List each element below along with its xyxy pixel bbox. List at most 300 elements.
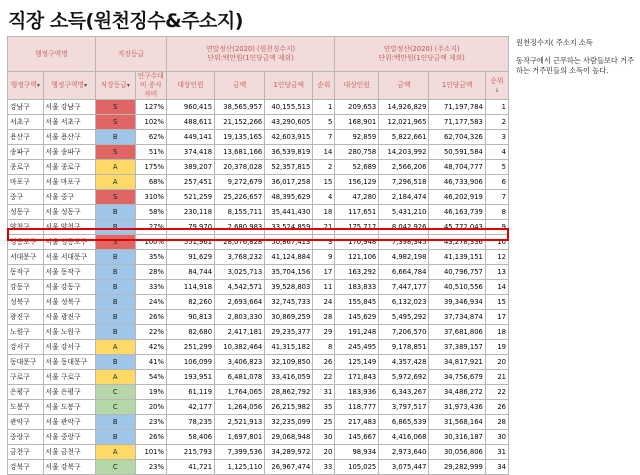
cell-ratio[interactable]: 26%: [135, 310, 166, 325]
cell-address-amount[interactable]: 6,343,267: [379, 385, 429, 400]
cell-address-people[interactable]: 168,901: [335, 115, 379, 130]
cell-address-rank[interactable]: 31: [485, 445, 508, 460]
cell-withholding-rank[interactable]: 17: [313, 265, 335, 280]
cell-withholding-per-capita[interactable]: 26,967,474: [265, 460, 313, 475]
cell-address-per-capita[interactable]: 34,756,679: [429, 370, 485, 385]
cell-withholding-amount[interactable]: 2,417,181: [215, 325, 265, 340]
cell-address-per-capita[interactable]: 29,282,999: [429, 460, 485, 475]
cell-withholding-per-capita[interactable]: 39,528,803: [265, 280, 313, 295]
cell-address-amount[interactable]: 4,416,068: [379, 430, 429, 445]
cell-withholding-per-capita[interactable]: 50,867,413: [265, 235, 313, 250]
cell-ratio[interactable]: 102%: [135, 115, 166, 130]
cell-withholding-amount[interactable]: 3,025,713: [215, 265, 265, 280]
cell-withholding-amount[interactable]: 1,764,065: [215, 385, 265, 400]
cell-address-per-capita[interactable]: 40,796,757: [429, 265, 485, 280]
cell-grade[interactable]: A: [95, 340, 135, 355]
cell-withholding-people[interactable]: 84,744: [166, 265, 214, 280]
cell-address-amount[interactable]: 9,178,851: [379, 340, 429, 355]
cell-withholding-rank[interactable]: 31: [313, 385, 335, 400]
cell-withholding-per-capita[interactable]: 42,603,915: [265, 130, 313, 145]
cell-grade[interactable]: A: [95, 160, 135, 175]
cell-address-amount[interactable]: 7,447,177: [379, 280, 429, 295]
cell-address-rank[interactable]: 9: [485, 220, 508, 235]
cell-withholding-per-capita[interactable]: 32,745,733: [265, 295, 313, 310]
cell-withholding-people[interactable]: 230,118: [166, 205, 214, 220]
cell-address-people[interactable]: 125,149: [335, 355, 379, 370]
cell-address-per-capita[interactable]: 37,389,157: [429, 340, 485, 355]
cell-address-rank[interactable]: 22: [485, 385, 508, 400]
cell-address-amount[interactable]: 7,206,570: [379, 325, 429, 340]
cell-withholding-rank[interactable]: 11: [313, 280, 335, 295]
cell-address-people[interactable]: 117,651: [335, 205, 379, 220]
cell-address-amount[interactable]: 8,042,926: [379, 220, 429, 235]
cell-grade[interactable]: S: [95, 100, 135, 115]
cell-name[interactable]: 서울 마포구: [43, 175, 95, 190]
cell-withholding-per-capita[interactable]: 33,416,059: [265, 370, 313, 385]
cell-withholding-people[interactable]: 79,970: [166, 220, 214, 235]
dropdown-filter-icon[interactable]: ▾: [36, 82, 40, 89]
cell-address-amount[interactable]: 12,021,965: [379, 115, 429, 130]
cell-grade[interactable]: C: [95, 400, 135, 415]
cell-name[interactable]: 서울 용산구: [43, 130, 95, 145]
cell-gu[interactable]: 도봉구: [8, 400, 44, 415]
cell-grade[interactable]: B: [95, 280, 135, 295]
cell-address-rank[interactable]: 5: [485, 160, 508, 175]
cell-address-people[interactable]: 105,025: [335, 460, 379, 475]
cell-address-amount[interactable]: 6,132,023: [379, 295, 429, 310]
cell-gu[interactable]: 강서구: [8, 340, 44, 355]
cell-withholding-per-capita[interactable]: 41,124,884: [265, 250, 313, 265]
cell-address-rank[interactable]: 21: [485, 370, 508, 385]
cell-address-rank[interactable]: 10: [485, 235, 508, 250]
cell-address-people[interactable]: 183,833: [335, 280, 379, 295]
cell-address-per-capita[interactable]: 62,704,326: [429, 130, 485, 145]
cell-grade[interactable]: S: [95, 190, 135, 205]
cell-ratio[interactable]: 20%: [135, 400, 166, 415]
cell-gu[interactable]: 노원구: [8, 325, 44, 340]
cell-address-per-capita[interactable]: 46,733,906: [429, 175, 485, 190]
sort-filter-icon[interactable]: ↓: [494, 86, 500, 94]
cell-address-amount[interactable]: 5,431,210: [379, 205, 429, 220]
cell-name[interactable]: 서울 강북구: [43, 460, 95, 475]
cell-name[interactable]: 서울 강서구: [43, 340, 95, 355]
cell-withholding-per-capita[interactable]: 26,215,982: [265, 400, 313, 415]
cell-grade[interactable]: B: [95, 430, 135, 445]
cell-gu[interactable]: 구로구: [8, 370, 44, 385]
cell-gu[interactable]: 관악구: [8, 415, 44, 430]
cell-ratio[interactable]: 68%: [135, 175, 166, 190]
cell-withholding-amount[interactable]: 8,155,711: [215, 205, 265, 220]
cell-address-per-capita[interactable]: 43,278,336: [429, 235, 485, 250]
table-row[interactable]: [8, 220, 509, 235]
cell-grade[interactable]: A: [95, 445, 135, 460]
cell-withholding-per-capita[interactable]: 29,235,377: [265, 325, 313, 340]
cell-grade[interactable]: B: [95, 415, 135, 430]
cell-name[interactable]: 서울 양천구: [43, 220, 95, 235]
cell-ratio[interactable]: 26%: [135, 430, 166, 445]
cell-address-per-capita[interactable]: 50,591,584: [429, 145, 485, 160]
cell-withholding-per-capita[interactable]: 40,155,513: [265, 100, 313, 115]
cell-grade[interactable]: S: [95, 235, 135, 250]
cell-ratio[interactable]: 62%: [135, 130, 166, 145]
cell-name[interactable]: 서울 도봉구: [43, 400, 95, 415]
table-row[interactable]: [8, 115, 509, 130]
cell-address-people[interactable]: 171,843: [335, 370, 379, 385]
cell-address-rank[interactable]: 34: [485, 460, 508, 475]
cell-withholding-amount[interactable]: 1,264,056: [215, 400, 265, 415]
cell-withholding-amount[interactable]: 2,693,664: [215, 295, 265, 310]
cell-withholding-people[interactable]: 90,813: [166, 310, 214, 325]
cell-name[interactable]: 서울 종로구: [43, 160, 95, 175]
cell-ratio[interactable]: 100%: [135, 235, 166, 250]
cell-withholding-rank[interactable]: 14: [313, 145, 335, 160]
cell-address-people[interactable]: 121,106: [335, 250, 379, 265]
cell-name[interactable]: 서울 성동구: [43, 205, 95, 220]
cell-withholding-people[interactable]: 521,259: [166, 190, 214, 205]
cell-grade[interactable]: B: [95, 325, 135, 340]
cell-withholding-amount[interactable]: 7,399,536: [215, 445, 265, 460]
cell-withholding-rank[interactable]: 3: [313, 235, 335, 250]
cell-address-per-capita[interactable]: 39,346,934: [429, 295, 485, 310]
cell-grade[interactable]: B: [95, 310, 135, 325]
cell-ratio[interactable]: 101%: [135, 445, 166, 460]
cell-withholding-rank[interactable]: 8: [313, 340, 335, 355]
col-header-address-amount[interactable]: 금액: [379, 72, 429, 100]
cell-name[interactable]: 서울 송파구: [43, 145, 95, 160]
table-row[interactable]: [8, 250, 509, 265]
cell-withholding-per-capita[interactable]: 36,539,819: [265, 145, 313, 160]
col-header-name[interactable]: 행정구역명▾: [43, 72, 95, 100]
cell-gu[interactable]: 송파구: [8, 145, 44, 160]
cell-withholding-amount[interactable]: 3,768,232: [215, 250, 265, 265]
cell-name[interactable]: 서울 서초구: [43, 115, 95, 130]
cell-gu[interactable]: 강동구: [8, 280, 44, 295]
table-row[interactable]: [8, 415, 509, 430]
col-header-ratio[interactable]: 인구수대비 종사자비: [135, 72, 166, 100]
cell-gu[interactable]: 용산구: [8, 130, 44, 145]
table-row[interactable]: [8, 325, 509, 340]
cell-address-people[interactable]: 209,653: [335, 100, 379, 115]
cell-withholding-amount[interactable]: 4,542,571: [215, 280, 265, 295]
cell-withholding-amount[interactable]: 10,382,464: [215, 340, 265, 355]
cell-withholding-per-capita[interactable]: 32,235,099: [265, 415, 313, 430]
cell-withholding-rank[interactable]: 1: [313, 100, 335, 115]
cell-withholding-per-capita[interactable]: 32,109,850: [265, 355, 313, 370]
cell-address-rank[interactable]: 30: [485, 430, 508, 445]
cell-address-amount[interactable]: 4,982,198: [379, 250, 429, 265]
cell-ratio[interactable]: 51%: [135, 145, 166, 160]
cell-withholding-people[interactable]: 114,918: [166, 280, 214, 295]
cell-address-people[interactable]: 47,280: [335, 190, 379, 205]
dropdown-filter-icon[interactable]: ▾: [84, 82, 88, 89]
cell-withholding-rank[interactable]: 4: [313, 190, 335, 205]
table-row[interactable]: [8, 310, 509, 325]
cell-grade[interactable]: B: [95, 130, 135, 145]
cell-withholding-per-capita[interactable]: 35,441,430: [265, 205, 313, 220]
cell-withholding-rank[interactable]: 25: [313, 415, 335, 430]
cell-withholding-rank[interactable]: 20: [313, 445, 335, 460]
cell-grade[interactable]: B: [95, 295, 135, 310]
cell-gu[interactable]: 종로구: [8, 160, 44, 175]
table-row[interactable]: [8, 445, 509, 460]
cell-withholding-amount[interactable]: 1,125,110: [215, 460, 265, 475]
cell-address-per-capita[interactable]: 71,197,784: [429, 100, 485, 115]
cell-withholding-people[interactable]: 82,260: [166, 295, 214, 310]
cell-withholding-amount[interactable]: 2,521,913: [215, 415, 265, 430]
table-row[interactable]: [8, 160, 509, 175]
cell-address-rank[interactable]: 6: [485, 175, 508, 190]
cell-withholding-amount[interactable]: 19,135,165: [215, 130, 265, 145]
cell-withholding-per-capita[interactable]: 33,524,859: [265, 220, 313, 235]
cell-name[interactable]: 서울 강남구: [43, 100, 95, 115]
cell-address-per-capita[interactable]: 31,568,164: [429, 415, 485, 430]
cell-withholding-per-capita[interactable]: 41,315,182: [265, 340, 313, 355]
cell-address-rank[interactable]: 18: [485, 325, 508, 340]
cell-withholding-amount[interactable]: 20,378,028: [215, 160, 265, 175]
cell-address-rank[interactable]: 20: [485, 355, 508, 370]
cell-address-rank[interactable]: 14: [485, 280, 508, 295]
cell-withholding-amount[interactable]: 9,272,679: [215, 175, 265, 190]
cell-withholding-people[interactable]: 61,119: [166, 385, 214, 400]
cell-grade[interactable]: C: [95, 460, 135, 475]
cell-address-per-capita[interactable]: 45,772,043: [429, 220, 485, 235]
dropdown-filter-icon[interactable]: ▾: [126, 82, 130, 89]
cell-name[interactable]: 서울 영등포구: [43, 235, 95, 250]
cell-withholding-per-capita[interactable]: 43,290,605: [265, 115, 313, 130]
cell-address-amount[interactable]: 14,203,992: [379, 145, 429, 160]
col-header-withholding-per-capita[interactable]: 1인당금액: [265, 72, 313, 100]
cell-gu[interactable]: 양천구: [8, 220, 44, 235]
cell-address-per-capita[interactable]: 46,202,919: [429, 190, 485, 205]
cell-ratio[interactable]: 19%: [135, 385, 166, 400]
cell-address-rank[interactable]: 7: [485, 190, 508, 205]
cell-grade[interactable]: C: [95, 385, 135, 400]
cell-withholding-rank[interactable]: 29: [313, 325, 335, 340]
cell-withholding-people[interactable]: 257,451: [166, 175, 214, 190]
cell-ratio[interactable]: 41%: [135, 355, 166, 370]
cell-gu[interactable]: 서대문구: [8, 250, 44, 265]
cell-address-amount[interactable]: 3,075,447: [379, 460, 429, 475]
cell-name[interactable]: 서울 광진구: [43, 310, 95, 325]
cell-grade[interactable]: A: [95, 370, 135, 385]
cell-address-per-capita[interactable]: 48,704,777: [429, 160, 485, 175]
col-header-grade[interactable]: 직장등급▾: [95, 72, 135, 100]
cell-ratio[interactable]: 127%: [135, 100, 166, 115]
cell-name[interactable]: 서울 동대문구: [43, 355, 95, 370]
cell-address-per-capita[interactable]: 34,817,921: [429, 355, 485, 370]
cell-withholding-rank[interactable]: 21: [313, 220, 335, 235]
cell-name[interactable]: 서울 중랑구: [43, 430, 95, 445]
col-header-withholding-rank[interactable]: 순위: [313, 72, 335, 100]
table-row[interactable]: [8, 100, 509, 115]
cell-address-rank[interactable]: 19: [485, 340, 508, 355]
cell-name[interactable]: 서울 강동구: [43, 280, 95, 295]
cell-address-amount[interactable]: 5,822,661: [379, 130, 429, 145]
cell-withholding-per-capita[interactable]: 34,289,972: [265, 445, 313, 460]
cell-withholding-amount[interactable]: 38,565,957: [215, 100, 265, 115]
cell-address-people[interactable]: 163,292: [335, 265, 379, 280]
cell-withholding-people[interactable]: 488,611: [166, 115, 214, 130]
cell-gu[interactable]: 영등포구: [8, 235, 44, 250]
cell-withholding-per-capita[interactable]: 29,068,948: [265, 430, 313, 445]
cell-withholding-rank[interactable]: 18: [313, 205, 335, 220]
cell-address-amount[interactable]: 6,664,784: [379, 265, 429, 280]
col-header-address-people[interactable]: 대상인원: [335, 72, 379, 100]
cell-withholding-people[interactable]: 91,629: [166, 250, 214, 265]
cell-address-rank[interactable]: 17: [485, 310, 508, 325]
cell-withholding-people[interactable]: 82,680: [166, 325, 214, 340]
cell-address-per-capita[interactable]: 37,681,806: [429, 325, 485, 340]
table-row[interactable]: [8, 145, 509, 160]
cell-ratio[interactable]: 24%: [135, 295, 166, 310]
cell-grade[interactable]: B: [95, 205, 135, 220]
cell-address-people[interactable]: 155,845: [335, 295, 379, 310]
table-row[interactable]: [8, 430, 509, 445]
cell-address-people[interactable]: 217,483: [335, 415, 379, 430]
cell-address-per-capita[interactable]: 30,316,187: [429, 430, 485, 445]
cell-gu[interactable]: 은평구: [8, 385, 44, 400]
cell-address-amount[interactable]: 7,296,518: [379, 175, 429, 190]
cell-gu[interactable]: 동작구: [8, 265, 44, 280]
table-row[interactable]: [8, 460, 509, 475]
cell-ratio[interactable]: 310%: [135, 190, 166, 205]
cell-address-people[interactable]: 245,495: [335, 340, 379, 355]
cell-withholding-amount[interactable]: 6,481,078: [215, 370, 265, 385]
cell-address-people[interactable]: 170,948: [335, 235, 379, 250]
cell-name[interactable]: 서울 노원구: [43, 325, 95, 340]
cell-address-rank[interactable]: 3: [485, 130, 508, 145]
cell-address-amount[interactable]: 5,972,692: [379, 370, 429, 385]
cell-name[interactable]: 서울 서대문구: [43, 250, 95, 265]
table-row[interactable]: [8, 265, 509, 280]
table-row[interactable]: [8, 235, 509, 250]
cell-name[interactable]: 서울 동작구: [43, 265, 95, 280]
cell-withholding-people[interactable]: 58,406: [166, 430, 214, 445]
cell-withholding-people[interactable]: 449,141: [166, 130, 214, 145]
cell-withholding-per-capita[interactable]: 48,395,629: [265, 190, 313, 205]
cell-address-per-capita[interactable]: 34,486,272: [429, 385, 485, 400]
cell-name[interactable]: 서울 구로구: [43, 370, 95, 385]
cell-withholding-rank[interactable]: 22: [313, 370, 335, 385]
cell-gu[interactable]: 성북구: [8, 295, 44, 310]
cell-withholding-rank[interactable]: 15: [313, 175, 335, 190]
cell-address-amount[interactable]: 5,495,292: [379, 310, 429, 325]
cell-name[interactable]: 서울 관악구: [43, 415, 95, 430]
cell-withholding-per-capita[interactable]: 35,704,156: [265, 265, 313, 280]
cell-address-people[interactable]: 145,629: [335, 310, 379, 325]
cell-address-amount[interactable]: 4,357,428: [379, 355, 429, 370]
cell-withholding-rank[interactable]: 5: [313, 115, 335, 130]
col-header-withholding-people[interactable]: 대상인원: [166, 72, 214, 100]
col-header-address-rank[interactable]: 순위↓: [485, 72, 508, 100]
cell-ratio[interactable]: 23%: [135, 415, 166, 430]
table-row[interactable]: [8, 205, 509, 220]
cell-address-people[interactable]: 175,717: [335, 220, 379, 235]
cell-withholding-rank[interactable]: 30: [313, 430, 335, 445]
table-row[interactable]: [8, 190, 509, 205]
cell-address-per-capita[interactable]: 46,163,739: [429, 205, 485, 220]
cell-withholding-rank[interactable]: 26: [313, 355, 335, 370]
cell-gu[interactable]: 강남구: [8, 100, 44, 115]
cell-address-per-capita[interactable]: 37,734,874: [429, 310, 485, 325]
cell-withholding-amount[interactable]: 25,226,657: [215, 190, 265, 205]
cell-ratio[interactable]: 27%: [135, 220, 166, 235]
cell-withholding-people[interactable]: 251,299: [166, 340, 214, 355]
cell-grade[interactable]: S: [95, 115, 135, 130]
cell-withholding-people[interactable]: 193,951: [166, 370, 214, 385]
cell-address-people[interactable]: 183,936: [335, 385, 379, 400]
cell-address-people[interactable]: 156,129: [335, 175, 379, 190]
cell-address-people[interactable]: 280,758: [335, 145, 379, 160]
cell-address-people[interactable]: 52,689: [335, 160, 379, 175]
cell-name[interactable]: 서울 중구: [43, 190, 95, 205]
cell-address-amount[interactable]: 2,184,474: [379, 190, 429, 205]
cell-ratio[interactable]: 58%: [135, 205, 166, 220]
cell-address-amount[interactable]: 2,973,640: [379, 445, 429, 460]
cell-ratio[interactable]: 23%: [135, 460, 166, 475]
cell-gu[interactable]: 마포구: [8, 175, 44, 190]
col-header-address-per-capita[interactable]: 1인당금액: [429, 72, 485, 100]
table-row[interactable]: [8, 385, 509, 400]
cell-address-rank[interactable]: 28: [485, 415, 508, 430]
cell-address-rank[interactable]: 12: [485, 250, 508, 265]
cell-gu[interactable]: 동대문구: [8, 355, 44, 370]
cell-withholding-people[interactable]: 960,415: [166, 100, 214, 115]
cell-address-people[interactable]: 145,667: [335, 430, 379, 445]
cell-gu[interactable]: 광진구: [8, 310, 44, 325]
cell-withholding-people[interactable]: 389,207: [166, 160, 214, 175]
cell-address-per-capita[interactable]: 71,177,583: [429, 115, 485, 130]
cell-withholding-per-capita[interactable]: 52,357,815: [265, 160, 313, 175]
cell-withholding-people[interactable]: 42,177: [166, 400, 214, 415]
cell-grade[interactable]: A: [95, 175, 135, 190]
cell-withholding-amount[interactable]: 3,406,823: [215, 355, 265, 370]
cell-address-per-capita[interactable]: 30,056,806: [429, 445, 485, 460]
cell-name[interactable]: 서울 금천구: [43, 445, 95, 460]
cell-ratio[interactable]: 42%: [135, 340, 166, 355]
cell-withholding-per-capita[interactable]: 36,017,258: [265, 175, 313, 190]
cell-withholding-people[interactable]: 78,235: [166, 415, 214, 430]
cell-withholding-rank[interactable]: 24: [313, 295, 335, 310]
table-row[interactable]: [8, 280, 509, 295]
cell-name[interactable]: 서울 은평구: [43, 385, 95, 400]
cell-withholding-per-capita[interactable]: 28,862,792: [265, 385, 313, 400]
cell-withholding-amount[interactable]: 1,697,801: [215, 430, 265, 445]
cell-withholding-amount[interactable]: 28,076,828: [215, 235, 265, 250]
cell-address-per-capita[interactable]: 31,973,436: [429, 400, 485, 415]
cell-withholding-rank[interactable]: 33: [313, 460, 335, 475]
table-row[interactable]: [8, 355, 509, 370]
cell-withholding-rank[interactable]: 9: [313, 250, 335, 265]
table-row[interactable]: [8, 295, 509, 310]
cell-address-people[interactable]: 92,859: [335, 130, 379, 145]
cell-name[interactable]: 서울 성북구: [43, 295, 95, 310]
cell-withholding-amount[interactable]: 13,681,166: [215, 145, 265, 160]
cell-grade[interactable]: B: [95, 355, 135, 370]
table-row[interactable]: [8, 370, 509, 385]
cell-withholding-people[interactable]: 106,099: [166, 355, 214, 370]
cell-ratio[interactable]: 175%: [135, 160, 166, 175]
cell-gu[interactable]: 서초구: [8, 115, 44, 130]
table-row[interactable]: [8, 175, 509, 190]
table-row[interactable]: [8, 130, 509, 145]
cell-address-amount[interactable]: 6,865,539: [379, 415, 429, 430]
cell-address-rank[interactable]: 4: [485, 145, 508, 160]
cell-address-rank[interactable]: 15: [485, 295, 508, 310]
col-header-withholding-amount[interactable]: 금액: [215, 72, 265, 100]
cell-address-amount[interactable]: 14,926,829: [379, 100, 429, 115]
cell-withholding-rank[interactable]: 35: [313, 400, 335, 415]
